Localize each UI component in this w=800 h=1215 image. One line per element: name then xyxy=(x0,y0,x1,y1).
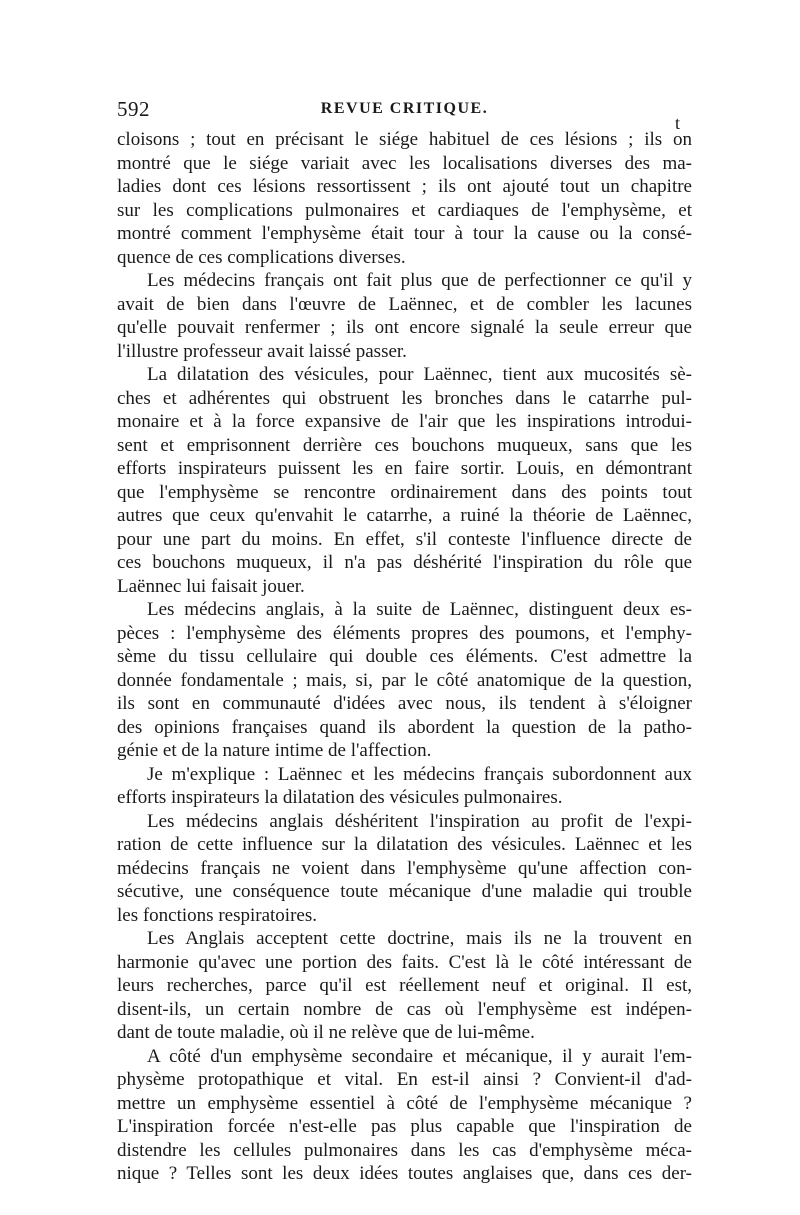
text-line: donnée fondamentale ; mais, si, par le côté anatomique de la question, xyxy=(117,669,692,691)
text-line: ces bouchons muqueux, il n'a pas déshérité l'inspiration du rôle que xyxy=(117,552,692,573)
text-line: Je m'explique : Laënnec et les médecins français subordonnent aux xyxy=(147,763,692,785)
text-line: distendre les cellules pulmonaires dans les cas d'emphysème méca- xyxy=(117,1139,692,1161)
page-number: 592 xyxy=(117,97,150,121)
text-line: mettre un emphysème essentiel à côté de l'emphysème mécanique ? xyxy=(117,1092,692,1114)
text-line: des opinions françaises quand ils abordent la question de la patho- xyxy=(117,716,692,738)
text-line: physème protopathique et vital. En est-il ainsi ? Convient-il d'ad- xyxy=(117,1069,692,1090)
running-head xyxy=(117,97,692,121)
text-line: médecins français ne voient dans l'emphysème qu'une affection con- xyxy=(117,857,692,879)
text-line: avait de bien dans l'œuvre de Laënnec, et de combler les lacunes xyxy=(117,293,692,315)
text-line: ils sont en communauté d'idées avec nous, ils tendent à s'éloigner xyxy=(117,693,692,714)
margin-mark: t xyxy=(675,113,681,133)
text-line: quence de ces complications diverses. xyxy=(117,246,406,268)
text-line: monaire et à la force expansive de l'air que les inspirations introdui- xyxy=(117,411,692,432)
text-line: ration de cette influence sur la dilatation des vésicules. Laënnec et les xyxy=(117,834,692,855)
text-line: leurs recherches, parce qu'il est réellement neuf et original. Il est, xyxy=(117,975,692,996)
text-line: sur les complications pulmonaires et cardiaques de l'emphysème, et xyxy=(117,199,692,221)
text-line: La dilatation des vésicules, pour Laënnec, tient aux mucosités sè- xyxy=(147,364,692,385)
text-line: Les Anglais acceptent cette doctrine, mais ils ne la trouvent en xyxy=(147,928,692,949)
text-line: disent-ils, un certain nombre de cas où l'emphysème est indépen- xyxy=(117,998,692,1020)
text-line: harmonie qu'avec une portion des faits. C'est là le côté intéressant de xyxy=(117,951,692,973)
text-line: nique ? Telles sont les deux idées toutes anglaises que, dans ces der- xyxy=(117,1163,692,1184)
text-line: Les médecins anglais, à la suite de Laënnec, distinguent deux es- xyxy=(147,599,692,620)
running-title: REVUE CRITIQUE. xyxy=(320,100,489,117)
body-text xyxy=(117,128,692,1186)
text-line: l'illustre professeur avait laissé passer. xyxy=(117,340,407,362)
text-line: Laënnec lui faisait jouer. xyxy=(117,575,305,597)
text-line: efforts inspirateurs puissent les en faire sortir. Louis, en démontrant xyxy=(117,458,692,479)
text-line: qu'elle pouvait renfermer ; ils ont encore signalé la seule erreur que xyxy=(117,317,692,338)
text-line: pour une part du moins. En effet, s'il conteste l'influence directe de xyxy=(117,528,692,550)
text-line: ches et adhérentes qui obstruent les bronches dans le catarrhe pul- xyxy=(117,387,692,409)
text-line: dant de toute maladie, où il ne relève que de lui-même. xyxy=(117,1022,535,1043)
text-line: sent et emprisonnent derrière ces bouchons muqueux, sans que les xyxy=(117,434,692,456)
text-line: cloisons ; tout en précisant le siége habituel de ces lésions ; ils on xyxy=(117,129,692,150)
text-line: les fonctions respiratoires. xyxy=(117,904,317,926)
text-line: Les médecins anglais déshéritent l'inspiration au profit de l'expi- xyxy=(147,810,692,832)
text-line: montré comment l'emphysème était tour à tour la cause ou la consé- xyxy=(117,223,692,244)
text-line: génie et de la nature intime de l'affection. xyxy=(117,740,432,761)
text-line: sème du tissu cellulaire qui double ces éléments. C'est admettre la xyxy=(117,646,692,667)
text-line: montré que le siége variait avec les localisations diverses des ma- xyxy=(117,152,692,174)
text-line: L'inspiration forcée n'est-elle pas plus capable que l'inspiration de xyxy=(117,1116,692,1137)
text-line: sécutive, une conséquence toute mécanique d'une maladie qui trouble xyxy=(117,881,692,902)
text-line: pèces : l'emphysème des éléments propres des poumons, et l'emphy- xyxy=(117,622,692,644)
text-line: autres que ceux qu'envahit le catarrhe, a ruiné la théorie de Laënnec, xyxy=(117,505,692,526)
text-line: que l'emphysème se rencontre ordinairement dans des points tout xyxy=(117,481,692,503)
text-line: efforts inspirateurs la dilatation des vésicules pulmonaires. xyxy=(117,787,563,808)
text-line: ladies dont ces lésions ressortissent ; ils ont ajouté tout un chapitre xyxy=(117,176,692,197)
text-line: A côté d'un emphysème secondaire et mécanique, il y aurait l'em- xyxy=(147,1045,692,1067)
text-line: Les médecins français ont fait plus que de perfectionner ce qu'il y xyxy=(147,270,692,291)
